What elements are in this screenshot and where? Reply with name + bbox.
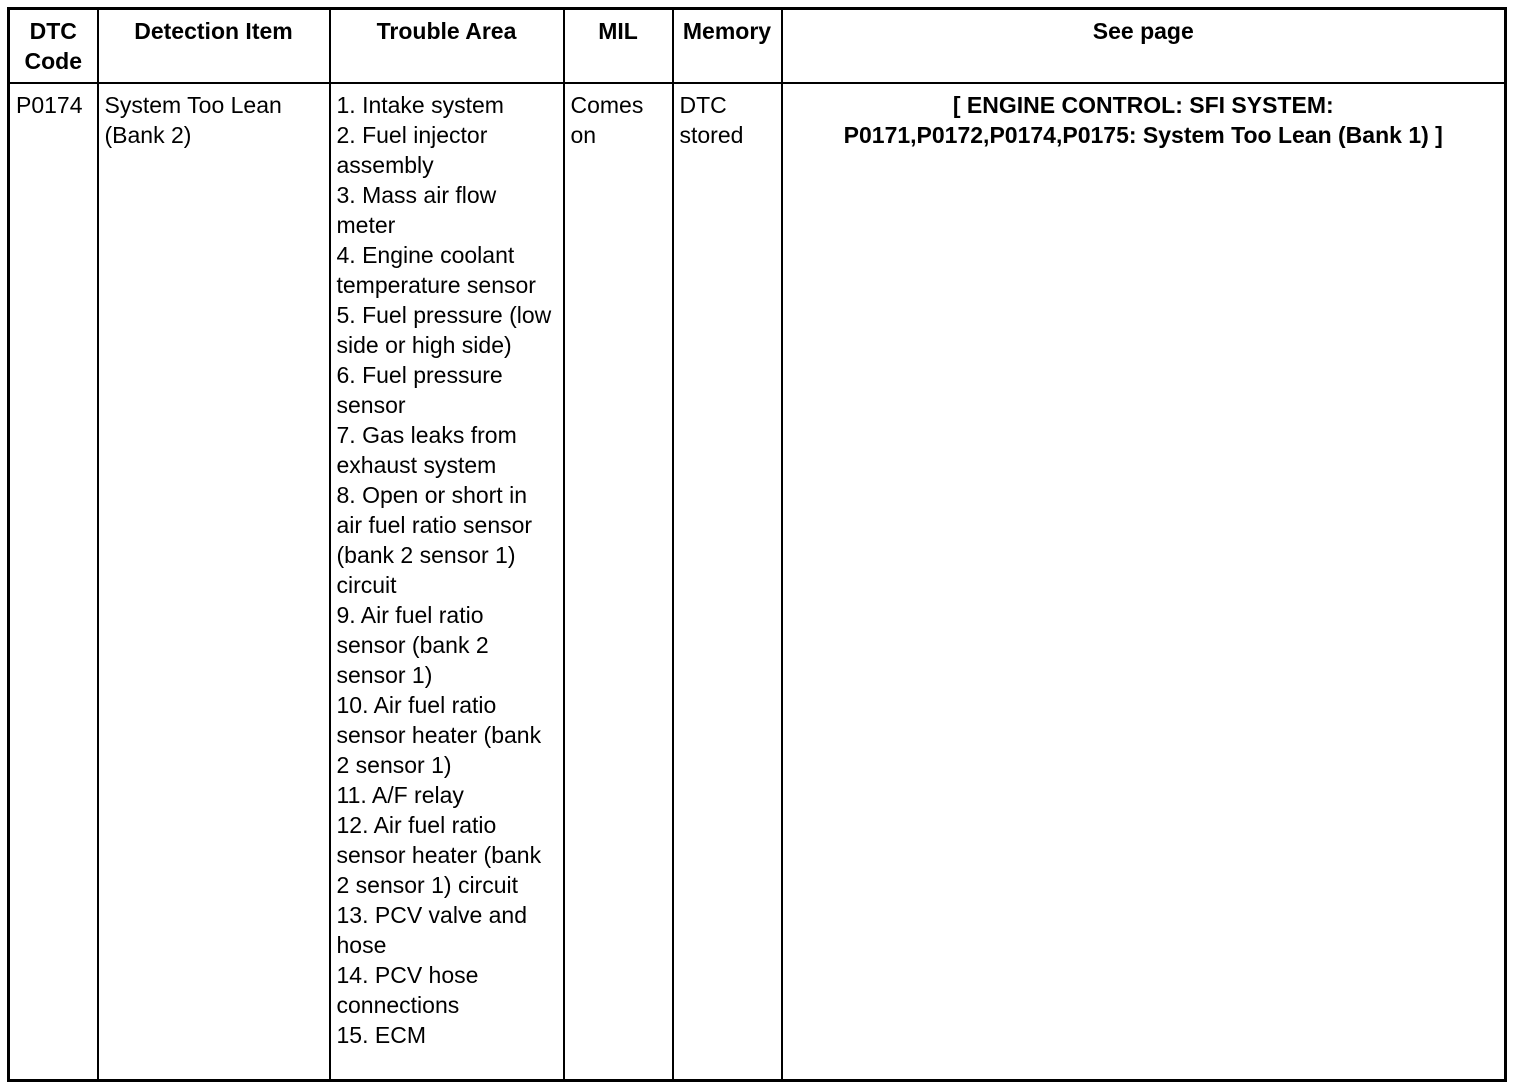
list-item: 3. Mass air flow meter [336,182,497,238]
list-item: 1. Intake system [336,92,504,118]
cell-memory: DTC stored [673,83,782,1081]
dtc-table [7,7,1507,1082]
list-item: 5. Fuel pressure (low side or high side) [336,302,552,358]
list-item: 10. Air fuel ratio sensor heater (bank 2 sensor 1) [336,692,542,778]
list-item: 13. PCV valve and hose [336,902,528,958]
see-page-line-1: [ ENGINE CONTROL: SFI SYSTEM: [952,92,1334,118]
list-item: 8. Open or short in air fuel ratio sensor (bank 2 sensor 1) circuit [336,482,533,598]
list-item: 6. Fuel pressure sensor [336,362,503,418]
table-row [9,83,1506,1081]
see-page-line-2: P0171,P0172,P0174,P0175: System Too Lean (Bank 1) ] [843,122,1443,148]
header-row [9,9,1506,84]
header-detection-item: Detection Item [98,9,330,84]
header-mil: MIL [564,9,673,84]
list-item: 7. Gas leaks from exhaust system [336,422,517,478]
trouble-area-list [337,90,557,1050]
list-item: 11. A/F relay [336,782,464,808]
header-see-page: See page [782,9,1506,84]
list-item: 9. Air fuel ratio sensor (bank 2 sensor 1) [336,602,489,688]
list-item: 14. PCV hose connections [336,962,479,1018]
header-trouble-area: Trouble Area [330,9,564,84]
cell-trouble-area [330,83,564,1081]
cell-mil: Comes on [564,83,673,1081]
cell-detection-item: System Too Lean (Bank 2) [98,83,330,1081]
list-item: 4. Engine coolant temperature sensor [336,242,536,298]
header-dtc-code: DTC Code [9,9,98,84]
list-item: 15. ECM [336,1022,426,1048]
header-memory: Memory [673,9,782,84]
see-page-link[interactable] [782,83,1506,1081]
list-item: 12. Air fuel ratio sensor heater (bank 2 sensor 1) circuit [336,812,542,898]
cell-dtc-code: P0174 [9,83,98,1081]
list-item: 2. Fuel injector assembly [336,122,488,178]
